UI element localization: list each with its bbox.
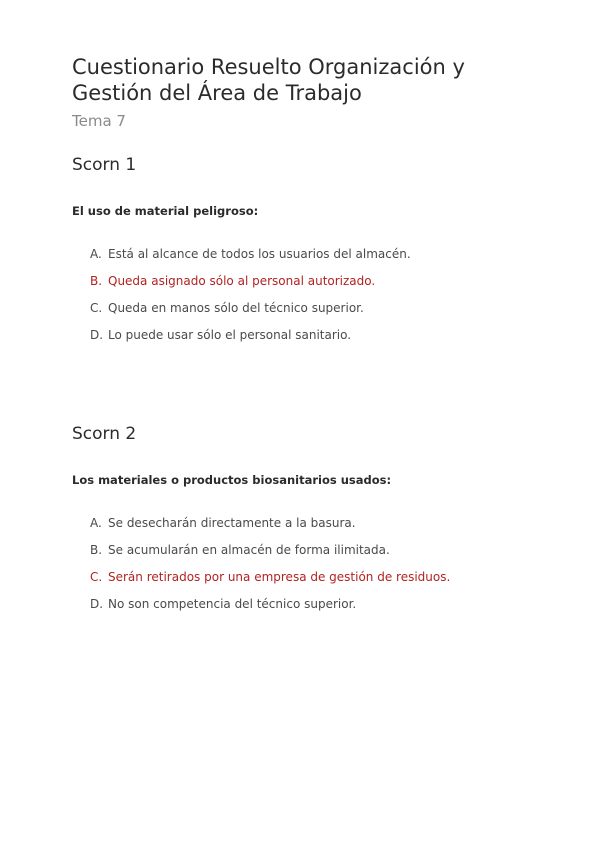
option-letter: B.	[90, 543, 103, 557]
question-1: El uso de material peligroso:	[72, 204, 259, 218]
option-1d	[90, 327, 411, 354]
option-2a	[90, 515, 450, 542]
section-heading-2: Scorn 2	[72, 424, 137, 444]
option-2c-correct	[90, 569, 450, 596]
option-text: Está al alcance de todos los usuarios del almacén.	[108, 247, 411, 261]
option-letter: D.	[90, 597, 104, 611]
option-text: No son competencia del técnico superior.	[108, 597, 357, 611]
section-heading-1: Scorn 1	[72, 155, 137, 175]
option-letter: B.	[90, 274, 103, 288]
option-text: Se desecharán directamente a la basura.	[108, 516, 356, 530]
page-subtitle: Tema 7	[72, 112, 126, 130]
option-1c	[90, 300, 411, 327]
option-letter: A.	[90, 247, 102, 261]
option-letter: C.	[90, 570, 103, 584]
options-list-1	[90, 246, 411, 354]
option-text: Queda en manos sólo del técnico superior.	[108, 301, 364, 315]
option-letter: C.	[90, 301, 103, 315]
option-letter: A.	[90, 516, 102, 530]
question-2: Los materiales o productos biosanitarios usados:	[72, 473, 392, 487]
option-2d	[90, 596, 450, 623]
option-1b-correct	[90, 273, 411, 300]
options-list-2	[90, 515, 450, 623]
option-text: Queda asignado sólo al personal autorizado.	[108, 274, 376, 288]
option-letter: D.	[90, 328, 104, 342]
option-2b	[90, 542, 450, 569]
option-text: Se acumularán en almacén de forma ilimitada.	[108, 543, 390, 557]
option-1a	[90, 246, 411, 273]
option-text: Serán retirados por una empresa de gestión de residuos.	[108, 570, 451, 584]
page-title: Cuestionario Resuelto Organización y Gestión del Área de Trabajo	[72, 55, 465, 105]
option-text: Lo puede usar sólo el personal sanitario.	[108, 328, 352, 342]
